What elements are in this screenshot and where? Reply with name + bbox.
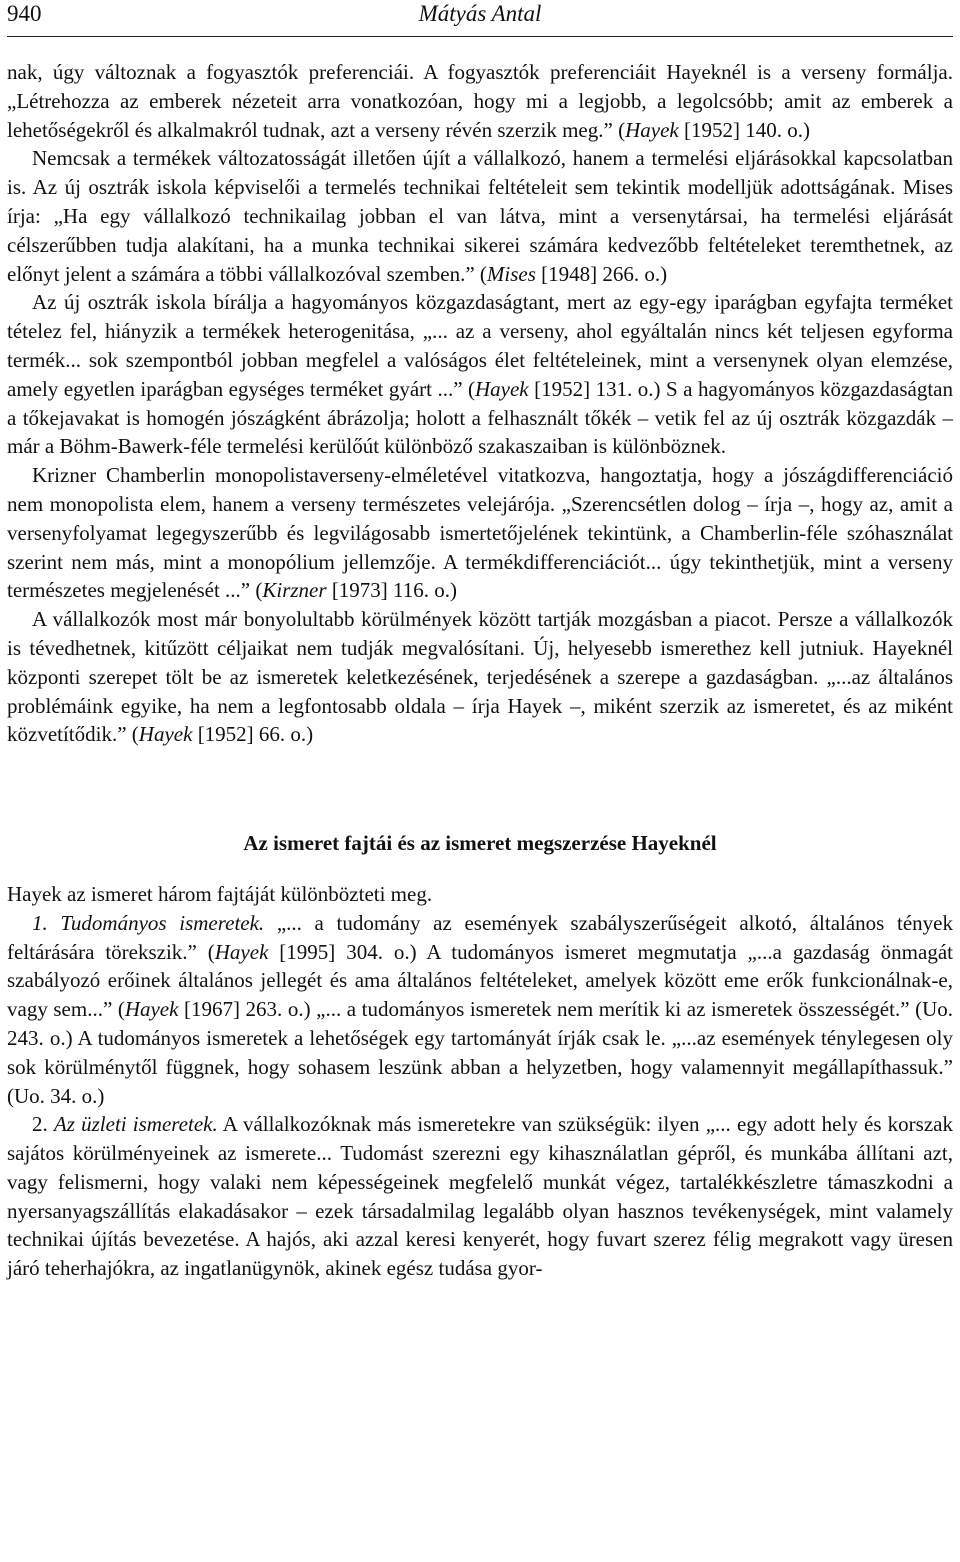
text-run: A vállalkozók most már bonyolultabb körülmények között tartják mozgásban a piacot. Persze a vállalkozók is tévedhetnek, kitűzött céljaikat nem tudják megvalósítani. Új, helyesebb ismerethez kell jutniuk. Hayeknél központi szerepet tölt be az ismeretek keletkezésének, terjedésének a szerepe a gazdaságban. „...az általános problémáink egyike, ha nem a legfontosabb oldala – írja Hayek –, miként szerzik az ismeretet, és az miként közvetítődik.” ( [7,607,953,747]
paragraph [7,461,953,605]
paragraph [7,144,953,288]
text-run: [1948] 266. o.) [535,261,668,286]
italic-text: Az üzleti ismeretek. [53,1112,218,1137]
text-run: Krizner Chamberlin monopolistaverseny-elméletével vitatkozva, hangoztatja, hogy a jószágdifferenciáció nem monopolista elem, hanem a verseny természetes velejárója. „Szerencsétlen dolog – írja –, hogy az, amit a versenyfolyamat legegyszerűbb és legvilágosabb ismertetőjelének tekintünk, a Chamberlin-féle szóhasználat szerint nem más, mint a monopólium jellemzője. A termékdifferenciációt... úgy tekinthetjük, mint a verseny természetes megjelenését ...” ( [7,463,953,603]
italic-text: Hayek [214,939,269,964]
italic-text: Hayek [475,376,529,401]
paragraph [7,288,953,461]
paragraph [7,605,953,749]
section-heading: Az ismeret fajtái és az ismeret megszerzése Hayeknél [243,831,717,856]
italic-text: 1. Tudományos ismeretek. [32,910,265,935]
section-paragraphs [7,880,953,1283]
text-run: Hayek az ismeret három fajtáját különbözteti meg. [7,881,433,906]
paragraph [7,58,953,144]
paragraph [7,1110,953,1283]
text-run: „... a tudomány az események szabályszerűségeit alkotó, általános tények feltárására törekszik.” ( [7,910,953,964]
text-run: nak, úgy változnak a fogyasztók preferenciái. A fogyasztók preferenciáit Hayeknél is a verseny formálja. „Létrehozza az emberek nézeteit arra vonatkozóan, hogy mi a legjobb, a legolcsóbb; amit az emberek a lehetőségekről és alkalmakról tudnak, azt a verseny révén szerzik meg.” ( [7,60,953,142]
text-run: Nemcsak a termékek változatosságát illetően újít a vállalkozó, hanem a termelési eljárásokkal kapcsolatban is. Az új osztrák iskola képviselői a termelés technikai feltételeit sem tekintik modelljük adottságának. Mises írja: „Ha egy vállalkozó technikailag jobban el van látva, mint a versenytársai, ha termelési eljárását célszerűbben tudja alakítani, ha a munka technikai sikerei számára kedvezőbb feltételeket teremthetnek, az előnyt jelent a számára a többi vállalkozóval szemben.” ( [7,146,953,286]
text-run: [1967] 263. o.) „... a tudományos ismeretek nem merítik ki az ismeretek összességét.” (Uo. 243. o.) A tudományos ismeretek a lehetőségek egy tartományát írják csak le. „...az események ténylegesen oly sok körülménytől függnek, hogy sohasem leszünk abban a helyzetben, hogy valamennyit megállapíthassuk.” (Uo. 34. o.) [7,997,953,1108]
body-paragraphs [7,58,953,749]
italic-text: Mises [486,261,536,286]
italic-text: Hayek [138,722,193,747]
italic-text: Kirzner [262,578,327,603]
text-run: [1973] 116. o.) [326,578,458,603]
text-run: [1952] 131. o.) S a hagyományos közgazdaságtan a tőkejavakat is homogén jószágként ábrázolja; holott a felhasznált tőkék – vetik fel az új osztrák közgazdák – már a Böhm-Bawerk-féle termelési kerülőút különböző szakaszaiban is különböznek. [7,376,953,459]
text-run: Az új osztrák iskola bírálja a hagyományos közgazdaságtant, mert az egy-egy iparágban egyfajta terméket tételez fel, hiányzik a termékek heterogenitása, „... az a verseny, ahol egyáltalán nincs két teljesen egyforma termék... sok szempontból jobban megfelel a valóságos élet feltételeinek, mint a versenynek olyan elemzése, amely egyetlen iparágban egységes terméket gyárt ...” ( [7,290,953,401]
running-head: Mátyás Antal [418,1,542,26]
text-run: [1995] 304. o.) A tudományos ismeret megmutatja „...a gazdaság önmagát szabályozó erőinek általános jellegét és ama általános feltételeket, amelyek között eme erők funkcionálnak-e, vagy sem...” ( [7,939,953,1022]
page-number: 940 [7,1,42,26]
page-header [7,0,953,37]
italic-text: Hayek [625,117,679,142]
text-run: 2. [32,1112,54,1137]
text-run: [1952] 66. o.) [192,722,314,747]
italic-text: Hayek [124,997,179,1022]
paragraph [7,909,953,1111]
text-run: A vállalkozóknak más ismeretekre van szükségük: ilyen „... egy adott hely és korszak sajátos körülményeinek az ismerete... Tudomást szerezni egy kihasználatlan gépről, és munkába állítani azt, vagy felismerni, hogy valaki nem képességeinek megfelelő munkát végez, tartalékkészletre támaszkodni a nyersanyagszállítás elakadásakor – ezek társadalmilag legalább olyan hasznos tevékenységek, mint valamely technikai újítás bevezetése. A hajós, aki azzal keresi kenyerét, hogy fuvart szerez félig megrakott vagy üresen járó teherhajókra, az ingatlanügynök, akinek egész tudása gyor- [7,1112,953,1281]
text-run: [1952] 140. o.) [678,117,810,142]
page-body [7,58,953,1283]
paragraph [7,880,953,909]
